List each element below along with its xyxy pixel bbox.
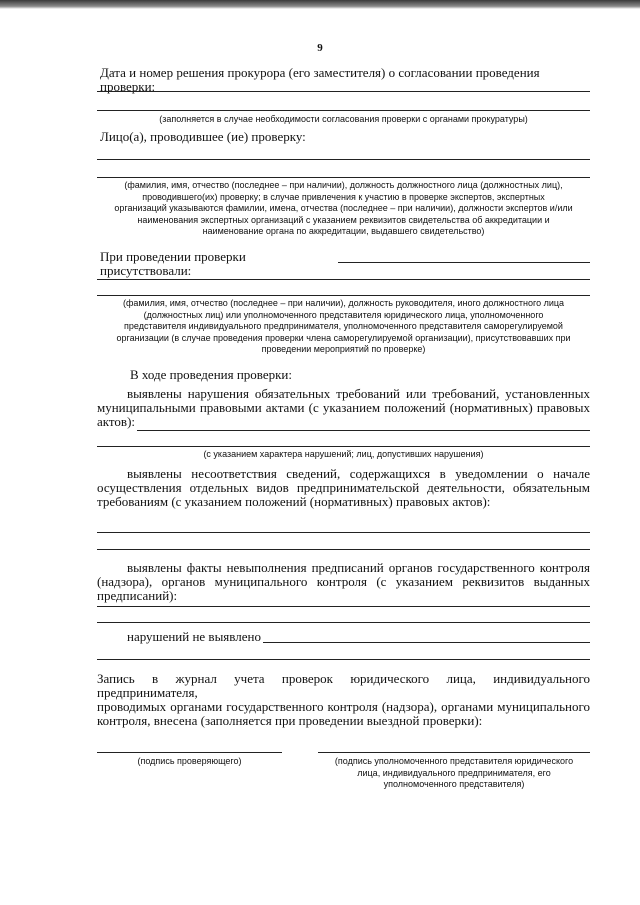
inspector-signature-caption: (подпись проверяющего) (137, 756, 242, 766)
inconsistencies-text: выявлены несоответствия сведений, содержащихся в уведомлении о начале осуществления отдельных видов предпринимательской деятельности, обязательным требованиям (с указанием положений (нормативных) правовых актов): (97, 466, 590, 509)
scan-top-edge (0, 0, 640, 9)
present-note: (фамилия, имя, отчество (последнее – при наличии), должность руководителя, иного должностного лица (должностных лиц) или уполномоченного представителя юридического лица, уполномоченного представителя индивидуального предпринимателя, уполномоченного представителя саморегулируемой организации (в случае проведения проверки члена саморегулируемой организации), присутствовавших при проведении мероприятий по проверке) (116, 298, 571, 354)
journal-text: Запись в журнал учета проверок юридического лица, индивидуального предпринимателя, проводимых органами государственного контроля (надзора), органами муниципального контроля, внесена (заполняется при проведении выездной проверки): (97, 671, 590, 728)
page-number: 9 (317, 42, 323, 54)
fill-line (97, 446, 590, 447)
representative-signature-line (318, 752, 590, 753)
fill-line (97, 622, 590, 623)
fill-line (97, 659, 590, 660)
present-label: При проведении проверки присутствовали: (100, 249, 246, 278)
no-violations-label: нарушений не выявлено (127, 629, 261, 644)
fill-line (97, 177, 590, 178)
fill-line (97, 159, 590, 160)
fill-line (97, 91, 590, 92)
violations-text: выявлены нарушения обязательных требований или требований, установленных муниципальными правовыми актами (с указанием положений (нормативных) правовых актов): (97, 386, 590, 429)
prosecutor-decision-label: Дата и номер решения прокурора (его заместителя) о согласовании проведения проверки: (100, 65, 540, 94)
fill-line (97, 110, 590, 111)
fill-line (97, 532, 590, 533)
fill-line (338, 262, 590, 263)
fill-line (97, 295, 590, 296)
inspectors-note: (фамилия, имя, отчество (последнее – при наличии), должность должностного лица (должностных лиц), проводившего(их) проверку; в случае привлечения к участию в проверке экспертов, экспертных организаций указываются фамилии, имена, отчества (последнее – при наличии), должности экспертов и/или наименования экспертных организаций с указанием реквизитов свидетельства об аккредитации и наименование органа по аккредитации, выдавшего свидетельство) (114, 180, 573, 236)
fill-line (97, 606, 590, 607)
violations-note: (с указанием характера нарушений; лиц, допустивших нарушения) (203, 449, 484, 459)
inspector-signature-line (97, 752, 282, 753)
prosecutor-decision-note: (заполняется в случае необходимости согласования проверки с органами прокуратуры) (159, 114, 528, 124)
fill-line (97, 549, 590, 550)
fill-line (97, 279, 590, 280)
fill-line (137, 430, 590, 431)
fill-line (263, 642, 590, 643)
findings-intro: В ходе проведения проверки: (130, 367, 293, 382)
non-compliance-text: выявлены факты невыполнения предписаний органов государственного контроля (надзора), органов муниципального контроля (с указанием реквизитов выданных предписаний): (97, 560, 590, 603)
representative-signature-caption: (подпись уполномоченного представителя юридического лица, индивидуального предпринимателя, его уполномоченного представителя) (334, 756, 574, 789)
inspectors-label: Лицо(а), проводившее (ие) проверку: (100, 129, 306, 144)
